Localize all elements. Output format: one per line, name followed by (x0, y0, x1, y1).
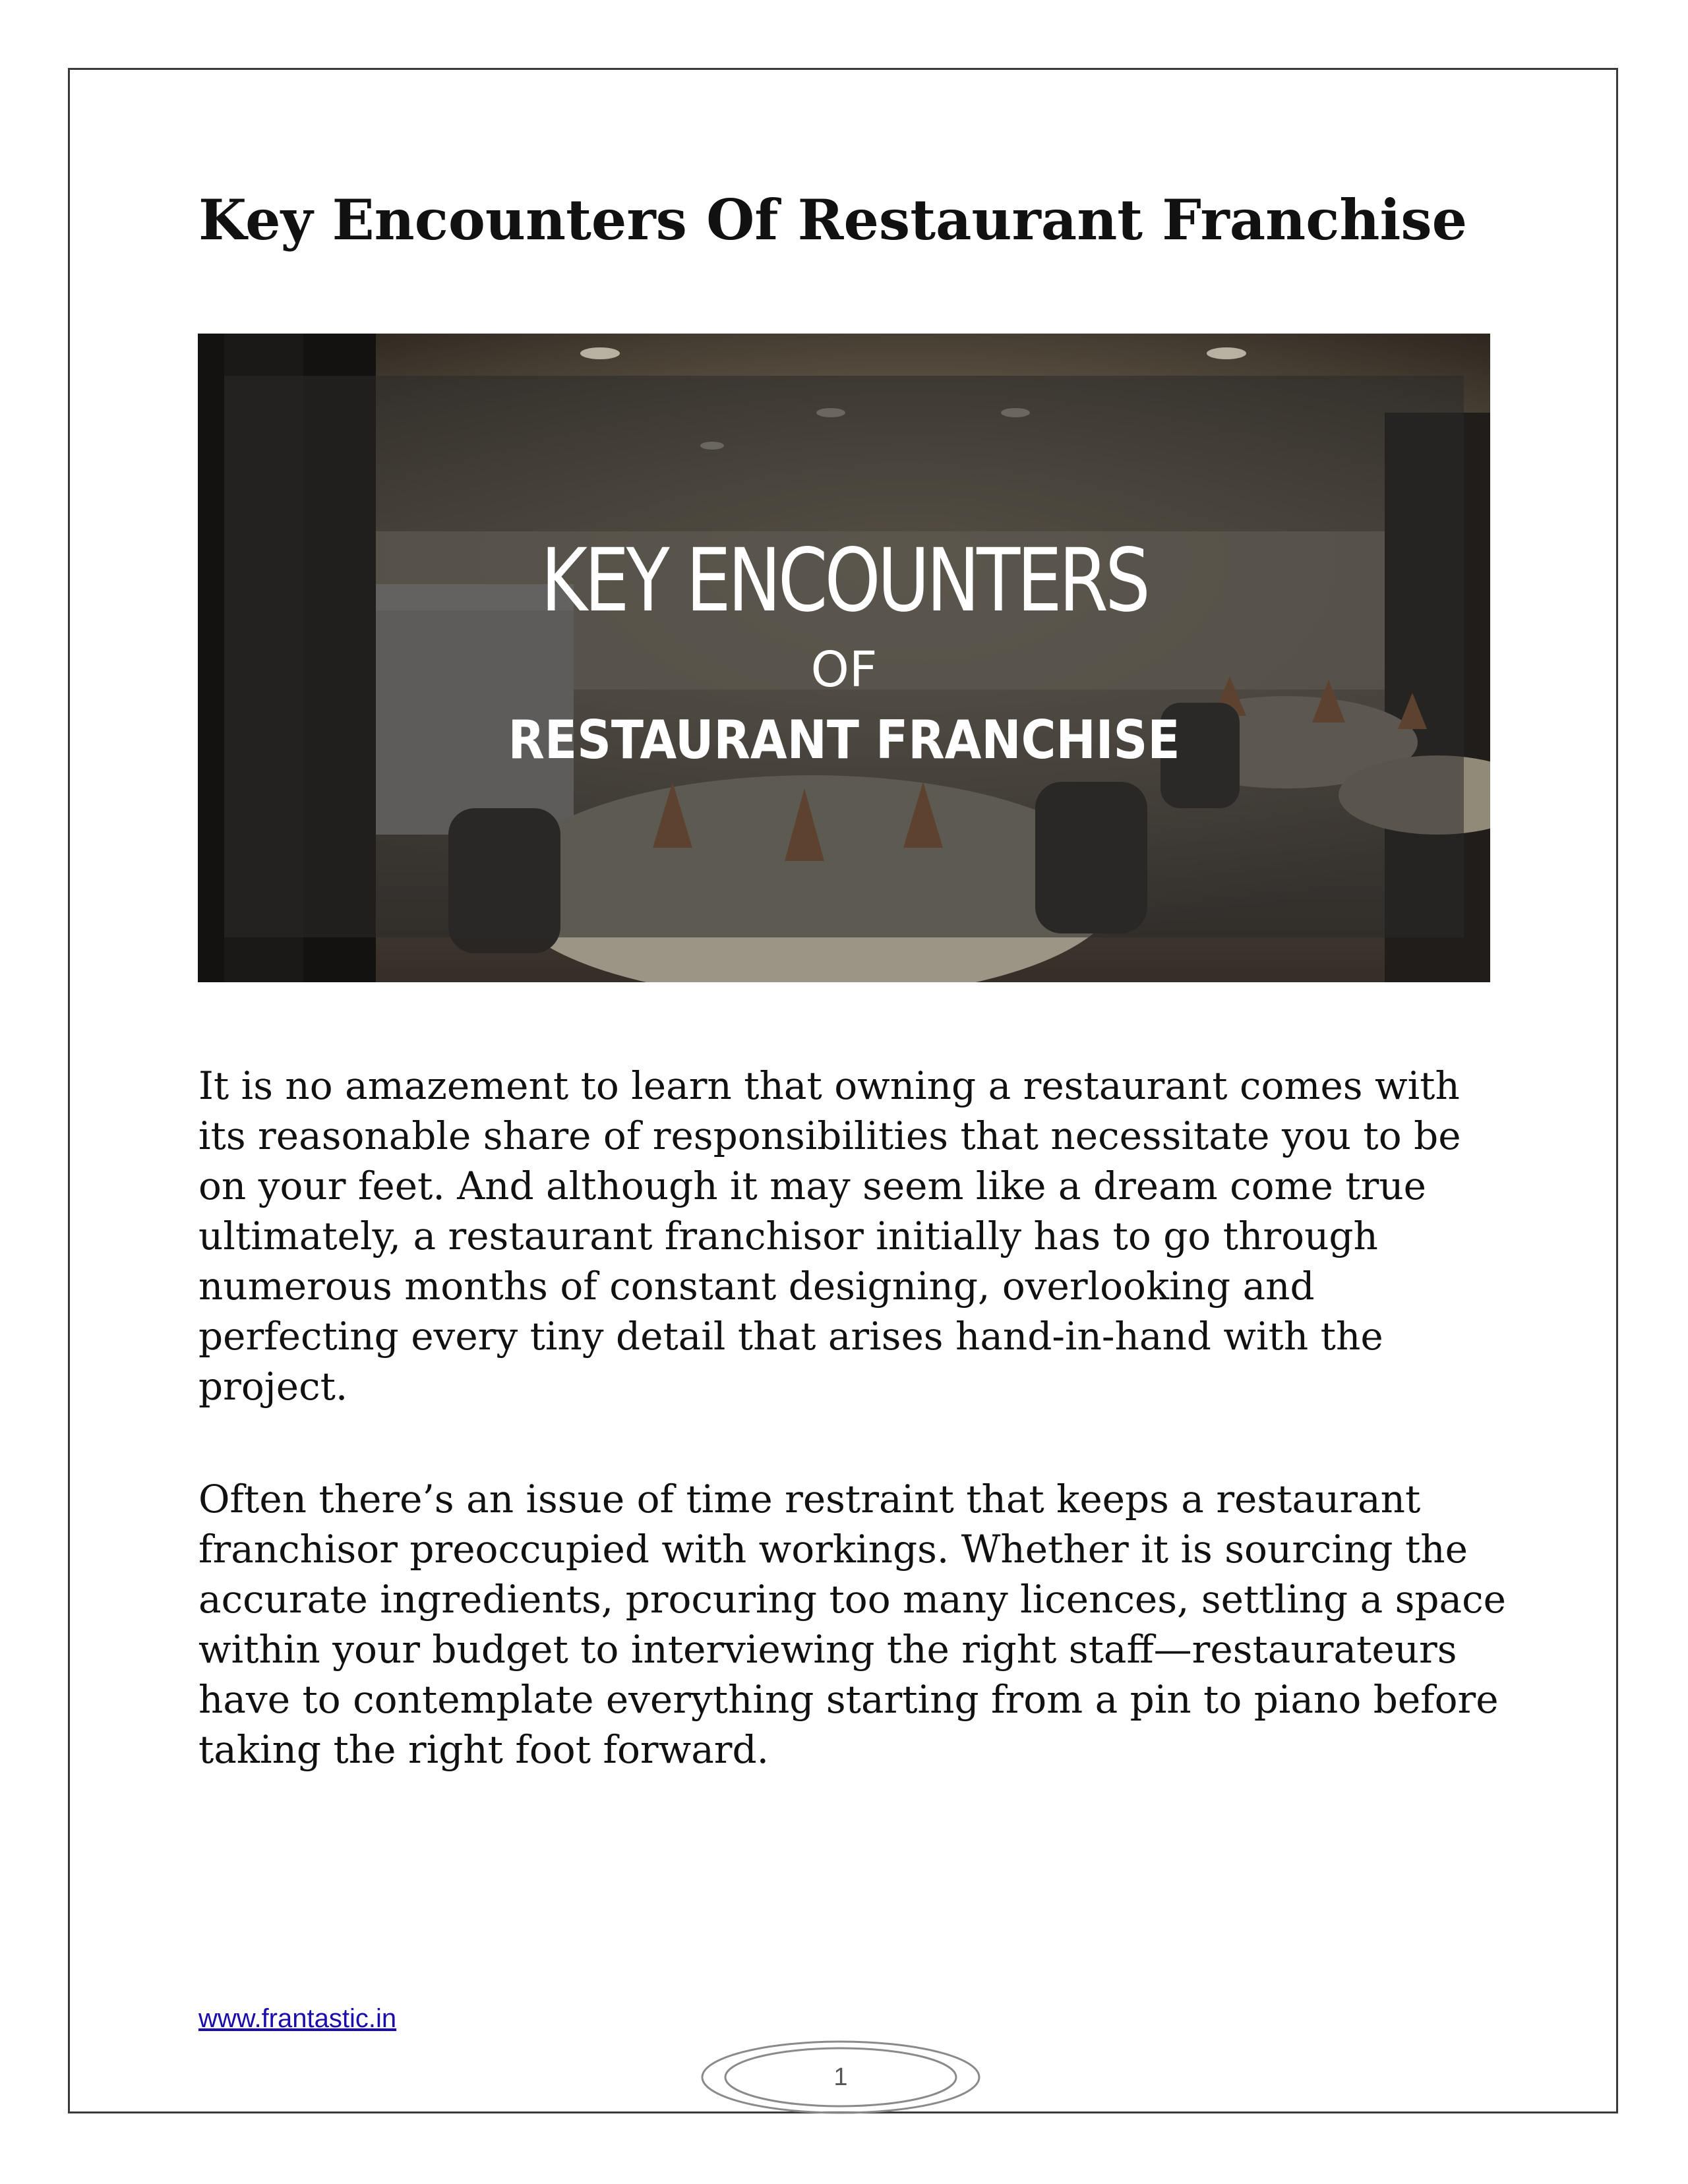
paragraph-line: project. (198, 1364, 348, 1409)
banner-connector: OF (810, 641, 878, 698)
paragraph-line: taking the right foot forward. (198, 1727, 769, 1772)
page-number: 1 (833, 2063, 848, 2091)
paragraph-line: within your budget to interviewing the right staff—restaurateurs (198, 1627, 1457, 1672)
paragraph-line: It is no amazement to learn that owning a restaurant comes with (198, 1063, 1460, 1108)
banner-image (198, 334, 1490, 982)
website-link[interactable]: www.frantastic.in (198, 2004, 397, 2033)
page-title: Key Encounters Of Restaurant Franchise (198, 187, 1468, 252)
paragraph-line: its reasonable share of responsibilities that necessitate you to be (198, 1113, 1461, 1158)
paragraph-2 (198, 1474, 1517, 1775)
paragraph-line: on your feet. And although it may seem like a dream come true (198, 1164, 1427, 1208)
page-number-badge (699, 2039, 982, 2117)
paragraph-line: numerous months of constant designing, overlooking and (198, 1264, 1315, 1309)
paragraph-1 (198, 1061, 1517, 1411)
banner-subheading: RESTAURANT FRANCHISE (508, 709, 1180, 771)
paragraph-line: franchisor preoccupied with workings. Whether it is sourcing the (198, 1527, 1468, 1572)
banner-heading: KEY ENCOUNTERS (541, 530, 1147, 632)
paragraph-line: accurate ingredients, procuring too many licences, settling a space (198, 1577, 1506, 1622)
paragraph-line: perfecting every tiny detail that arises hand-in-hand with the (198, 1314, 1383, 1359)
paragraph-line: have to contemplate everything starting from a pin to piano before (198, 1677, 1499, 1722)
paragraph-line: ultimately, a restaurant franchisor initially has to go through (198, 1214, 1378, 1258)
paragraph-line: Often there’s an issue of time restraint that keeps a restaurant (198, 1477, 1421, 1521)
